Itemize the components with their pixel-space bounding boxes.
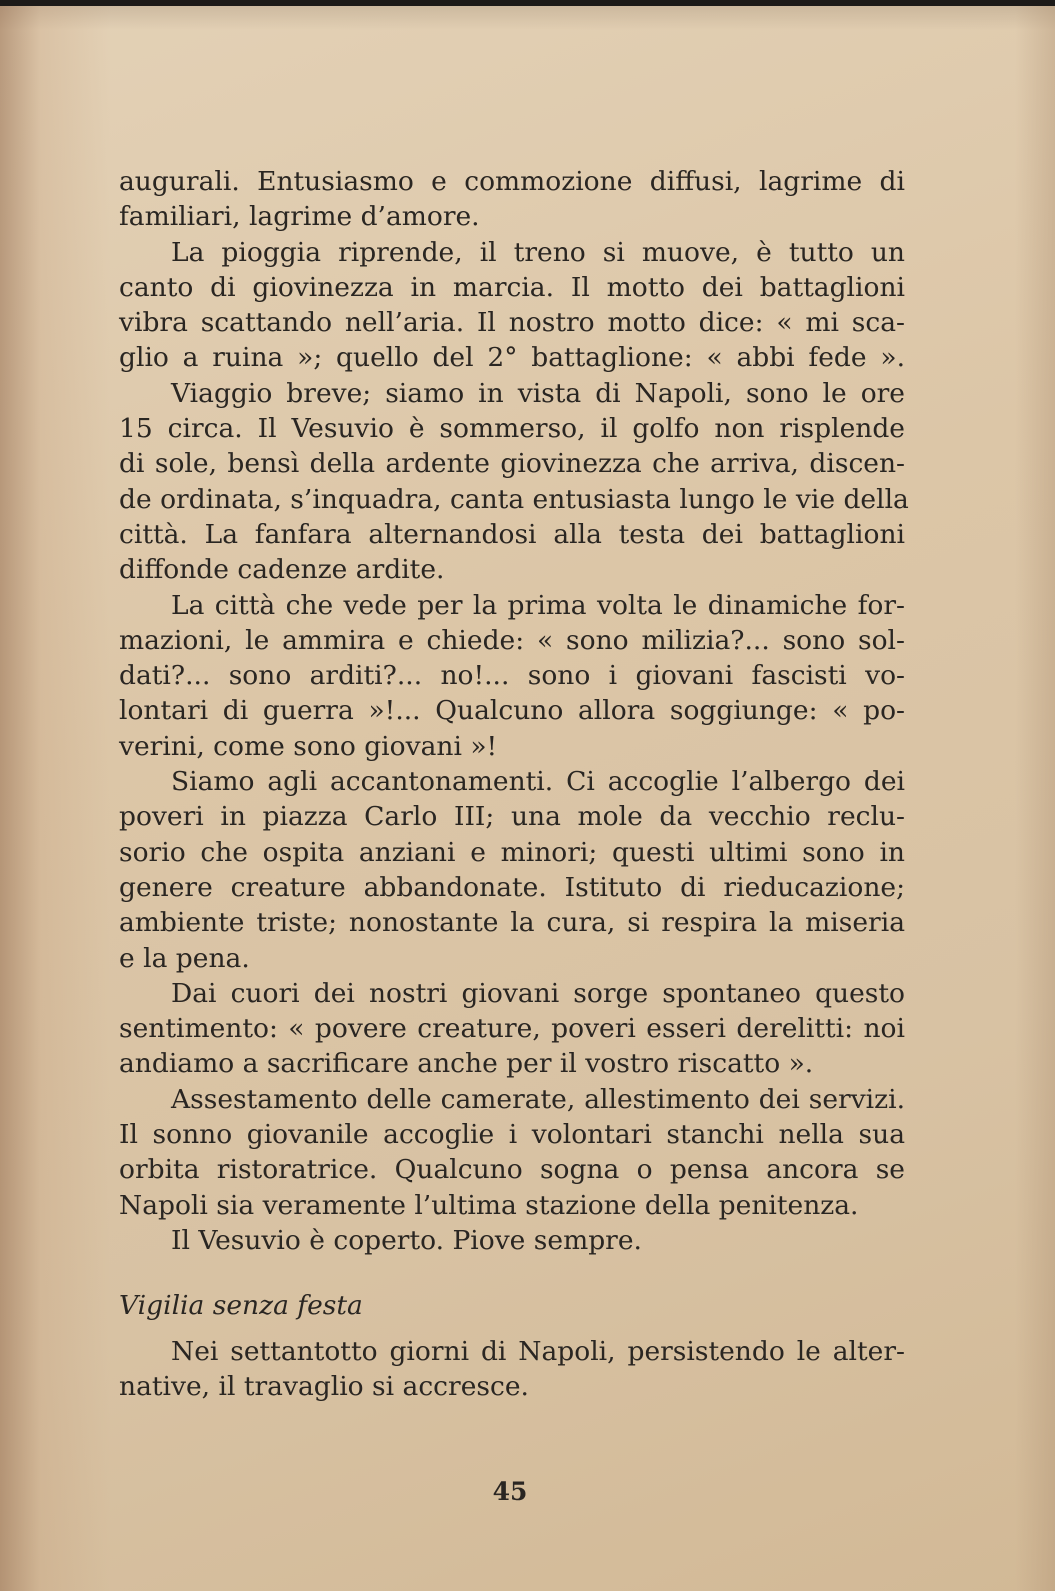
text-line: Napoli sia veramente l’ultima stazione della penitenza. — [119, 1189, 859, 1221]
text-line: Assestamento delle camerate, allestimento dei servizi. — [171, 1083, 905, 1115]
text-line: poveri in piazza Carlo III; una mole da vecchio reclu- — [119, 801, 905, 833]
top-edge-rule — [0, 0, 1055, 6]
text-line: La città che vede per la prima volta le dinamiche for- — [171, 589, 905, 621]
text-line: Il Vesuvio è coperto. Piove sempre. — [171, 1224, 642, 1256]
text-line: Siamo agli accantonamenti. Ci accoglie l’albergo dei — [171, 766, 905, 798]
text-line: Viaggio breve; siamo in vista di Napoli, sono le ore — [171, 377, 905, 409]
text-line: vibra scattando nell’aria. Il nostro motto dice: « mi sca- — [119, 307, 905, 339]
text-line: sorio che ospita anziani e minori; questi ultimi sono in — [119, 836, 905, 868]
text-line: dati?... sono arditi?... no!... sono i giovani fascisti vo- — [119, 660, 905, 692]
text-line: genere creature abbandonate. Istituto di rieducazione; — [119, 871, 905, 903]
text-line: di sole, bensì della ardente giovinezza che arriva, discen- — [119, 448, 905, 480]
text-line: augurali. Entusiasmo e commozione diffusi, lagrime di — [119, 166, 905, 197]
text-line: andiamo a sacrificare anche per il vostro riscatto ». — [119, 1048, 814, 1080]
text-line: Dai cuori dei nostri giovani sorge spontaneo questo — [171, 977, 905, 1009]
text-line: lontari di guerra »!... Qualcuno allora soggiunge: « po- — [119, 695, 905, 727]
text-line: mazioni, le ammira e chiede: « sono milizia?... sono sol- — [119, 624, 905, 656]
text-line: orbita ristoratrice. Qualcuno sogna o pensa ancora se — [119, 1154, 905, 1186]
text-line: verini, come sono giovani »! — [119, 730, 498, 762]
text-line: glio a ruina »; quello del 2° battaglione: « abbi fede ». — [119, 342, 905, 374]
text-line: 15 circa. Il Vesuvio è sommerso, il golfo non risplende — [119, 413, 905, 445]
text-line: diffonde cadenze ardite. — [119, 554, 445, 586]
text-line: Nei settantotto giorni di Napoli, persistendo le alter- — [171, 1335, 905, 1367]
text-line: La pioggia riprende, il treno si muove, è tutto un — [171, 236, 905, 268]
text-line: ambiente triste; nonostante la cura, si respira la miseria — [119, 907, 905, 939]
text-line: native, il travaglio si accresce. — [119, 1370, 529, 1402]
body-text — [119, 164, 909, 1404]
text-line: sentimento: « povere creature, poveri esseri derelitti: noi — [119, 1013, 905, 1045]
text-line: città. La fanfara alternandosi alla testa dei battaglioni — [119, 518, 905, 550]
page-number: 45 — [492, 1477, 528, 1506]
text-line: e la pena. — [119, 942, 250, 974]
text-line: canto di giovinezza in marcia. Il motto dei battaglioni — [119, 271, 905, 303]
text-line: familiari, lagrime d’amore. — [119, 201, 480, 233]
text-line: Il sonno giovanile accoglie i volontari stanchi nella sua — [119, 1119, 905, 1151]
text-line: de ordinata, s’inquadra, canta entusiasta lungo le vie della — [119, 483, 909, 515]
section-title: Vigilia senza festa — [119, 1290, 363, 1322]
